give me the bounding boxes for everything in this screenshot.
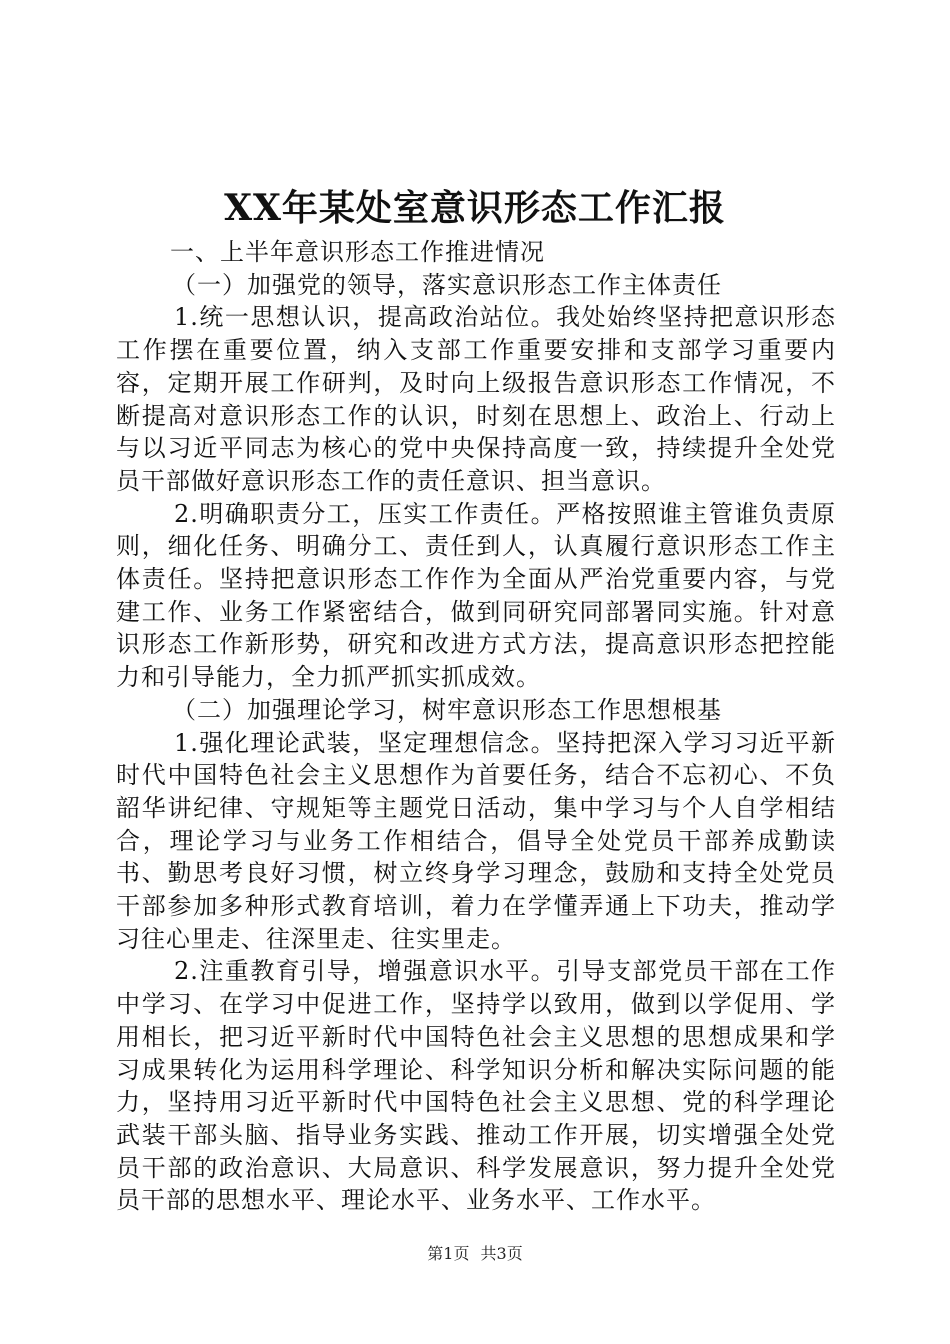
body-paragraph: 1.统一思想认识，提高政治站位。我处始终坚持把意识形态工作摆在重要位置，纳入支部工作重要安排和支部学习重要内容，定期开展工作研判，及时向上级报告意识形态工作情况，不断提高对意识形态工作的认识，时刻在思想上、政治上、行动上与以习近平同志为核心的党中央保持高度一致，持续提升全处党员干部做好意识形态工作的责任意识、担当意识。	[116, 303, 836, 495]
body-paragraph: 2.注重教育引导，增强意识水平。引导支部党员干部在工作中学习、在学习中促进工作，坚持学以致用，做到以学促用、学用相长，把习近平新时代中国特色社会主义思想的思想成果和学习成果转化为运用科学理论、科学知识分析和解决实际问题的能力，坚持用习近平新时代中国特色社会主义思想、党的科学理论武装干部头脑、指导业务实践、推动工作开展，切实增强全处党员干部的政治意识、大局意识、科学发展意识，努力提升全处党员干部的思想水平、理论水平、业务水平、工作水平。	[116, 957, 836, 1215]
subsection-heading: （二）加强理论学习，树牢意识形态工作思想根基	[172, 695, 722, 724]
document-title: XX年某处室意识形态工作汇报	[224, 187, 726, 229]
page-footer	[0, 1243, 950, 1265]
section-heading: 一、上半年意识形态工作推进情况	[170, 238, 545, 266]
subsection-heading: （一）加强党的领导，落实意识形态工作主体责任	[172, 270, 722, 299]
body-paragraph: 2.明确职责分工，压实工作责任。严格按照谁主管谁负责原则，细化任务、明确分工、责任到人，认真履行意识形态工作主体责任。坚持把意识形态工作作为全面从严治党重要内容，与党建工作、业务工作紧密结合，做到同研究同部署同实施。针对意识形态工作新形势，研究和改进方式方法，提高意识形态把控能力和引导能力，全力抓严抓实抓成效。	[116, 499, 836, 692]
page-number: 第1页	[427, 1244, 470, 1263]
page-total: 共3页	[480, 1244, 523, 1263]
document-body	[116, 236, 836, 1217]
body-paragraph: 1.强化理论武装，坚定理想信念。坚持把深入学习习近平新时代中国特色社会主义思想作为首要任务，结合不忘初心、不负韶华讲纪律、守规矩等主题党日活动，集中学习与个人自学相结合，理论学习与业务工作相结合，倡导全处党员干部养成勤读书、勤思考良好习惯，树立终身学习理念，鼓励和支持全处党员干部参加多种形式教育培训，着力在学懂弄通上下功夫，推动学习往心里走、往深里走、往实里走。	[116, 728, 836, 953]
